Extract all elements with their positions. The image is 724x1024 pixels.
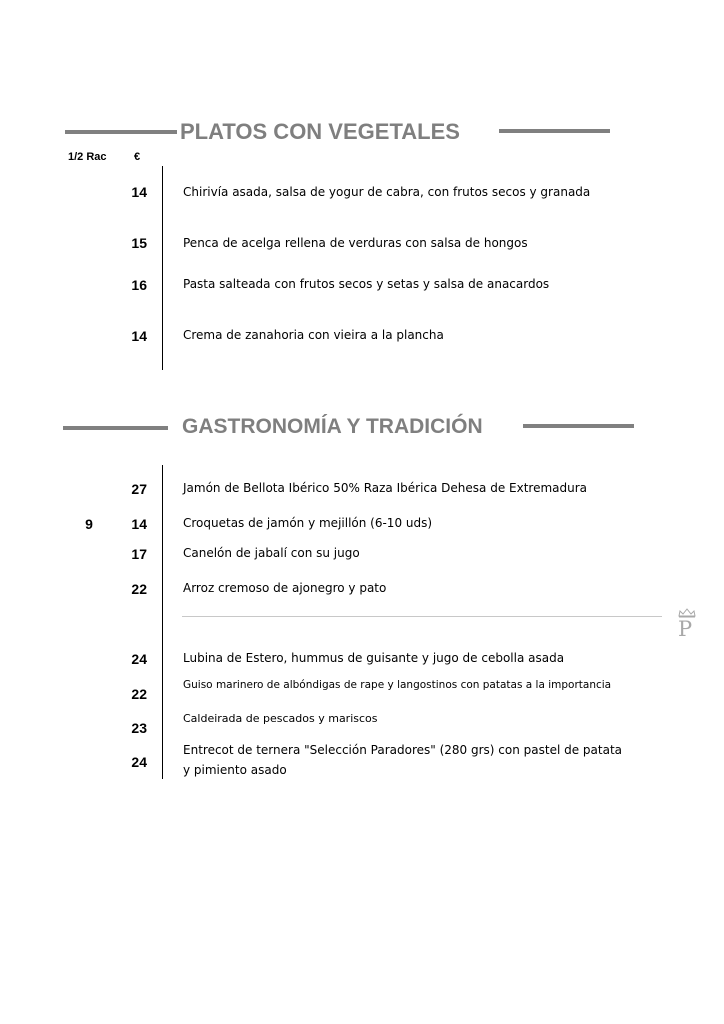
price: 15 [131,235,147,251]
dish-description: Arroz cremoso de ajonegro y pato [183,581,387,595]
price: 22 [131,686,147,702]
price: 14 [131,328,147,344]
section-1-divider [162,166,163,370]
price: 17 [131,546,147,562]
price: 16 [131,277,147,293]
column-header-price: € [134,151,141,163]
section-2-left-rule [63,426,168,430]
price: 24 [131,754,147,770]
section-2-divider [162,465,163,779]
parador-logo-letter: P [678,617,693,641]
column-header-half-ration: 1/2 Rac [68,151,107,163]
price: 27 [131,481,147,497]
section-2-right-rule [523,424,634,428]
dish-description: Jamón de Bellota Ibérico 50% Raza Ibérica Dehesa de Extremadura [183,481,588,495]
dish-description: Penca de acelga rellena de verduras con salsa de hongos [183,236,528,250]
parador-logo [676,608,698,644]
dish-description: Pasta salteada con frutos secos y setas y salsa de anacardos [183,277,550,291]
section-title-gastronomia: GASTRONOMÍA Y TRADICIÓN [182,415,483,438]
dish-description: Canelón de jabalí con su jugo [183,546,360,560]
price: 24 [131,651,147,667]
section-title-vegetales: PLATOS CON VEGETALES [180,119,460,144]
price: 14 [131,516,147,532]
dish-description: Crema de zanahoria con vieira a la plancha [183,328,444,342]
price: 22 [131,581,147,597]
dish-description: Caldeirada de pescados y mariscos [183,712,378,725]
dish-description: Lubina de Estero, hummus de guisante y jugo de cebolla asada [183,651,565,665]
price: 14 [131,184,147,200]
price: 23 [131,720,147,736]
dish-description: Croquetas de jamón y mejillón (6-10 uds) [183,516,433,530]
dish-description: Guiso marinero de albóndigas de rape y langostinos con patatas a la importancia [183,679,612,691]
separator-line [182,616,662,617]
section-1-left-rule [65,130,177,134]
dish-description: Entrecot de ternera "Selección Paradores" (280 grs) con pastel de patata [183,743,623,757]
half-ration-price: 9 [85,516,93,532]
dish-description: Chirivía asada, salsa de yogur de cabra, con frutos secos y granada [183,185,591,199]
section-1-right-rule [499,129,610,133]
dish-description-continued: y pimiento asado [183,763,287,777]
